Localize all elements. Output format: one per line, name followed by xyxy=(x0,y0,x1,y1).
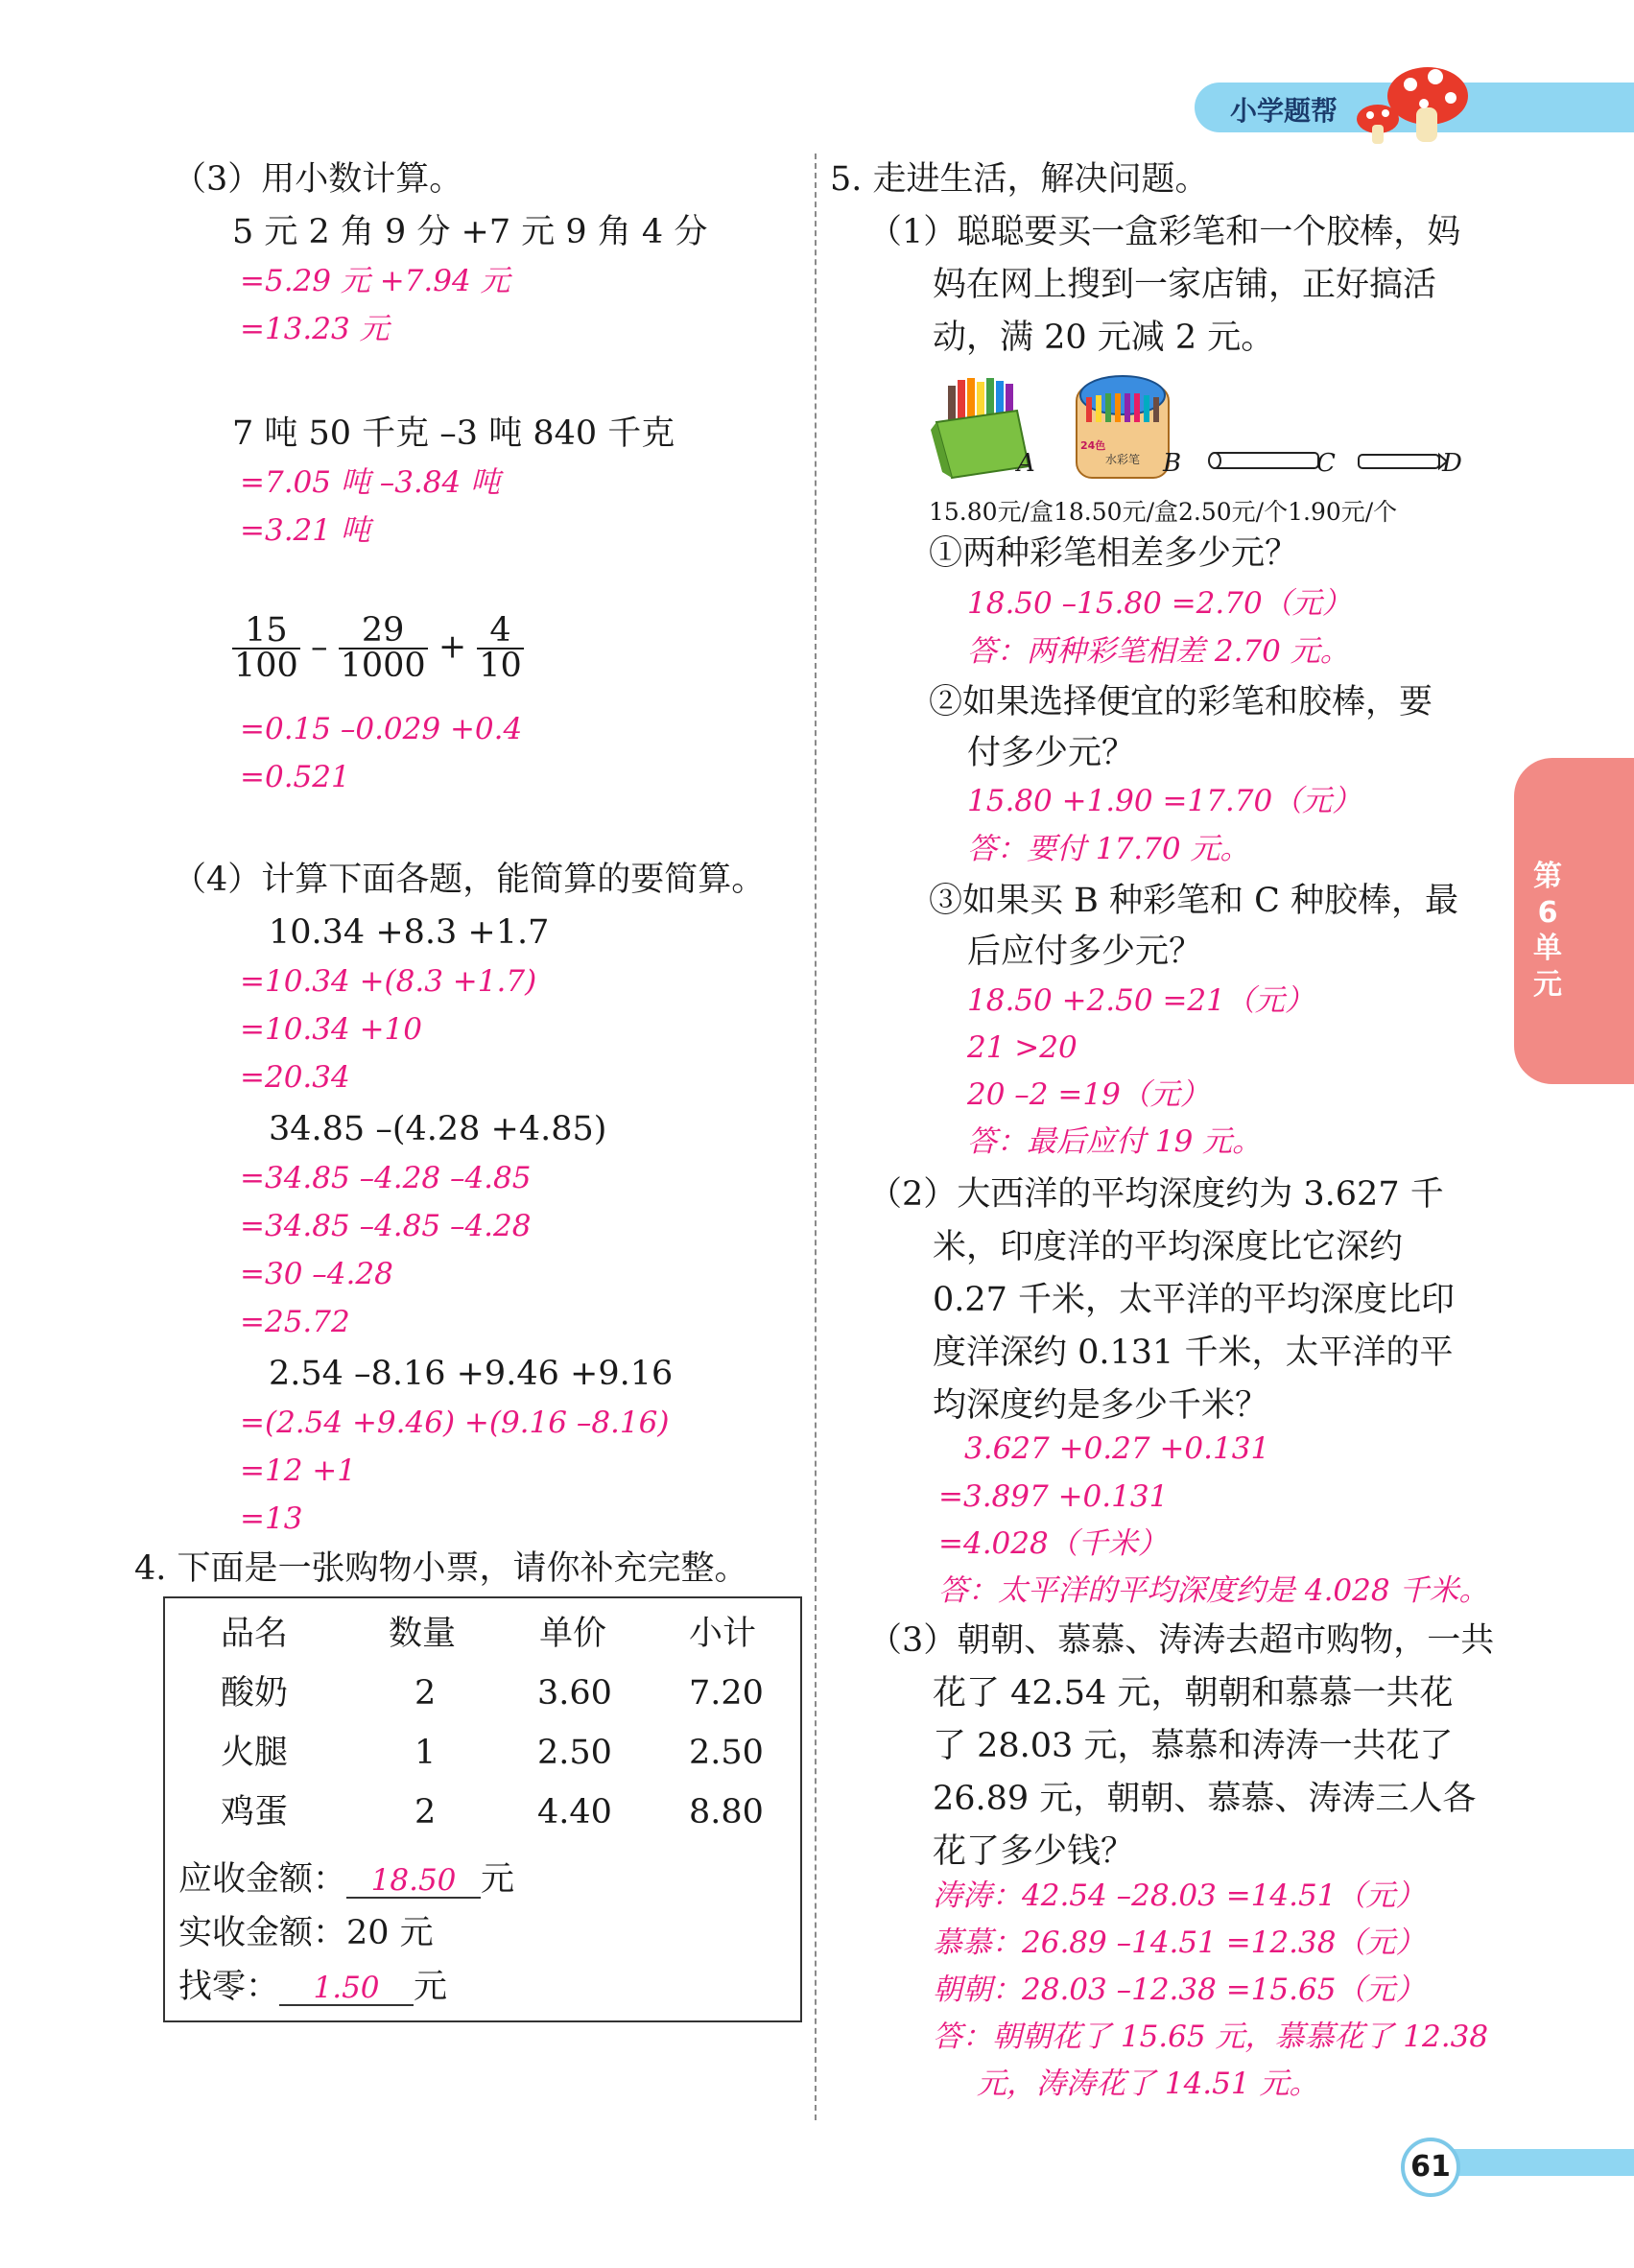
answer-4-2-line1: =34.85 –4.28 –4.85 xyxy=(240,1161,532,1195)
q5-1-line1: （1）聪聪要买一盒彩笔和一个胶棒，妈 xyxy=(868,213,1461,251)
answer-3-1-line2: =13.23 元 xyxy=(240,312,390,346)
q5-1-sub2-answer2: 答：要付 17.70 元。 xyxy=(967,832,1250,866)
q5-3-answer4: 答：朝朝花了 15.65 元，慕慕花了 12.38 xyxy=(933,2020,1489,2054)
answer-4-2-line2: =34.85 –4.85 –4.28 xyxy=(240,1209,532,1243)
answer-3-2-line1: =7.05 吨 –3.84 吨 xyxy=(240,465,501,500)
answer-3-3-line2: =0.521 xyxy=(240,760,350,794)
change-value: 1.50 xyxy=(313,1971,380,2005)
receipt-row-2-name: 火腿 xyxy=(221,1734,289,1772)
item-a-letter: A xyxy=(1017,449,1035,478)
receipt-header-name: 品名 xyxy=(221,1615,289,1653)
q5-2-line5: 均深度约是多少千米？ xyxy=(933,1386,1269,1425)
mushroom-icon xyxy=(1343,50,1478,146)
item-c-price: 2.50元/个 xyxy=(1178,498,1289,526)
q5-1-sub2-line1: ②如果选择便宜的彩笔和胶棒，要 xyxy=(929,683,1433,721)
page-number: 61 xyxy=(1401,2138,1460,2197)
q5-2-line1: （2）大西洋的平均深度约为 3.627 千 xyxy=(868,1175,1444,1214)
receipt-row-2-qty: 1 xyxy=(414,1734,437,1772)
fraction-2: $\frac{29}{1000}$ xyxy=(340,611,426,685)
answer-4-1-line1: =10.34 +(8.3 +1.7) xyxy=(240,964,537,999)
receipt-amount-due: 应收金额： 18.50 元 xyxy=(178,1860,515,1899)
receipt-row-3-name: 鸡蛋 xyxy=(221,1793,289,1831)
q5-2-answer3: =4.028（千米） xyxy=(938,1526,1168,1561)
item-d-letter: D xyxy=(1442,449,1462,478)
answer-4-1-line2: =10.34 +10 xyxy=(240,1012,422,1047)
item-a-price: 15.80元/盒 xyxy=(929,498,1054,526)
question-5-title: 5. 走进生活，解决问题。 xyxy=(830,160,1209,199)
answer-3-3-line1: =0.15 –0.029 +0.4 xyxy=(240,712,523,746)
question-4-title: 4. 下面是一张购物小票，请你补充完整。 xyxy=(134,1549,748,1588)
q5-3-answer1: 涛涛：42.54 –28.03 =14.51（元） xyxy=(933,1878,1426,1913)
answer-4-3-line1: =(2.54 +9.46) +(9.16 –8.16) xyxy=(240,1406,670,1440)
item-b-letter: B xyxy=(1163,449,1182,478)
q5-3-line3: 了 28.03 元，慕慕和涛涛一共花了 xyxy=(933,1727,1454,1765)
problem-4-3: 2.54 –8.16 +9.46 +9.16 xyxy=(269,1355,674,1393)
header-title: 小学题帮 xyxy=(1230,95,1338,127)
q5-1-sub3-line1: ③如果买 B 种彩笔和 C 种胶棒，最 xyxy=(929,882,1459,920)
receipt-row-3-qty: 2 xyxy=(414,1793,437,1831)
receipt-row-3-subtotal: 8.80 xyxy=(689,1793,764,1831)
problem-4-2: 34.85 –(4.28 +4.85) xyxy=(269,1110,607,1148)
item-d-price: 1.90元/个 xyxy=(1288,498,1398,526)
q5-1-sub1: ①两种彩笔相差多少元？ xyxy=(929,534,1299,573)
q5-1-sub3-line2: 后应付多少元？ xyxy=(967,933,1203,971)
q5-1-sub1-answer1: 18.50 –15.80 =2.70（元） xyxy=(967,586,1352,621)
q5-3-answer3: 朝朝：28.03 –12.38 =15.65（元） xyxy=(933,1973,1426,2007)
q5-1-sub1-answer2: 答：两种彩笔相差 2.70 元。 xyxy=(967,634,1350,669)
box-b-label-name: 水彩笔 xyxy=(1105,453,1141,466)
fraction-1: $\frac{15}{100}$ xyxy=(234,611,298,685)
receipt-header-price: 单价 xyxy=(539,1615,607,1653)
q5-1-sub2-line2: 付多少元？ xyxy=(967,734,1136,772)
item-prices xyxy=(929,493,1397,528)
receipt-row-2-subtotal: 2.50 xyxy=(689,1734,764,1772)
glue-stick-d-icon xyxy=(1353,451,1449,472)
q5-3-line2: 花了 42.54 元，朝朝和慕慕一共花 xyxy=(933,1674,1454,1713)
answer-4-2-line3: =30 –4.28 xyxy=(240,1257,393,1291)
answer-4-3-line3: =13 xyxy=(240,1501,303,1536)
q5-1-sub3-answer1: 18.50 +2.50 =21（元） xyxy=(967,983,1314,1018)
q5-2-answer2: =3.897 +0.131 xyxy=(938,1479,1169,1514)
column-divider xyxy=(815,154,817,2120)
box-b-label-count: 24色 xyxy=(1080,439,1106,452)
q5-3-answer5: 元，涛涛花了 14.51 元。 xyxy=(977,2067,1319,2101)
q5-2-answer4: 答：太平洋的平均深度约是 4.028 千米。 xyxy=(938,1573,1489,1608)
receipt-header-qty: 数量 xyxy=(389,1615,457,1653)
q5-1-sub2-answer1: 15.80 +1.90 =17.70（元） xyxy=(967,784,1362,818)
q5-1-sub3-answer3: 20 –2 =19（元） xyxy=(967,1077,1210,1112)
q5-1-line2: 妈在网上搜到一家店铺，正好搞活 xyxy=(933,266,1437,304)
footer-bar xyxy=(1439,2149,1634,2176)
problem-3-2: 7 吨 50 千克 –3 吨 840 千克 xyxy=(232,414,675,453)
q5-3-line5: 花了多少钱？ xyxy=(933,1832,1135,1871)
q5-3-line1: （3）朝朝、慕慕、涛涛去超市购物，一共 xyxy=(868,1621,1495,1660)
q5-2-line4: 度洋深约 0.131 千米，太平洋的平 xyxy=(933,1334,1454,1372)
receipt-amount-paid: 实收金额：20 元 xyxy=(178,1914,434,1952)
receipt-row-2-price: 2.50 xyxy=(537,1734,612,1772)
receipt-row-1-price: 3.60 xyxy=(537,1674,612,1713)
problem-3-3-fraction-expr: $\frac{15}{100}$ – $\frac{29}{1000}$ + $\frac{4}{10}$ xyxy=(234,611,522,685)
q5-2-line3: 0.27 千米，太平洋的平均深度比印 xyxy=(933,1281,1456,1319)
answer-3-2-line2: =3.21 吨 xyxy=(240,513,370,548)
item-b-price: 18.50元/盒 xyxy=(1054,498,1178,526)
glue-stick-c-icon xyxy=(1205,447,1324,474)
receipt-row-1-qty: 2 xyxy=(414,1674,437,1713)
fraction-3: $\frac{4}{10}$ xyxy=(479,611,522,685)
problem-3-1: 5 元 2 角 9 分 +7 元 9 角 4 分 xyxy=(232,213,708,251)
receipt-header-subtotal: 小计 xyxy=(689,1615,757,1653)
amount-due-value: 18.50 xyxy=(370,1863,457,1898)
answer-4-2-line4: =25.72 xyxy=(240,1305,350,1339)
q5-3-answer2: 慕慕：26.89 –14.51 =12.38（元） xyxy=(933,1925,1426,1960)
q5-1-sub3-answer2: 21 >20 xyxy=(967,1030,1077,1065)
section-4-title: （4）计算下面各题，能简算的要简算。 xyxy=(173,861,766,899)
q5-1-line3: 动，满 20 元减 2 元。 xyxy=(933,319,1275,357)
q5-1-sub3-answer4: 答：最后应付 19 元。 xyxy=(967,1124,1263,1159)
q5-2-line2: 米，印度洋的平均深度比它深约 xyxy=(933,1228,1404,1266)
answer-4-3-line2: =12 +1 xyxy=(240,1453,356,1488)
item-c-letter: C xyxy=(1316,449,1336,478)
receipt-row-1-name: 酸奶 xyxy=(221,1674,289,1713)
receipt-row-1-subtotal: 7.20 xyxy=(689,1674,764,1713)
answer-4-1-line3: =20.34 xyxy=(240,1060,350,1095)
q5-2-answer1: 3.627 +0.27 +0.131 xyxy=(964,1431,1270,1466)
answer-3-1-line1: =5.29 元 +7.94 元 xyxy=(240,264,510,298)
unit-side-label: 第6单元 xyxy=(1533,860,1562,1002)
section-3-title: （3）用小数计算。 xyxy=(173,160,463,199)
receipt-row-3-price: 4.40 xyxy=(537,1793,612,1831)
problem-4-1: 10.34 +8.3 +1.7 xyxy=(269,913,550,952)
receipt-change: 找零： 1.50 元 xyxy=(178,1968,448,2006)
q5-3-line4: 26.89 元，朝朝、慕慕、涛涛三人各 xyxy=(933,1780,1477,1818)
